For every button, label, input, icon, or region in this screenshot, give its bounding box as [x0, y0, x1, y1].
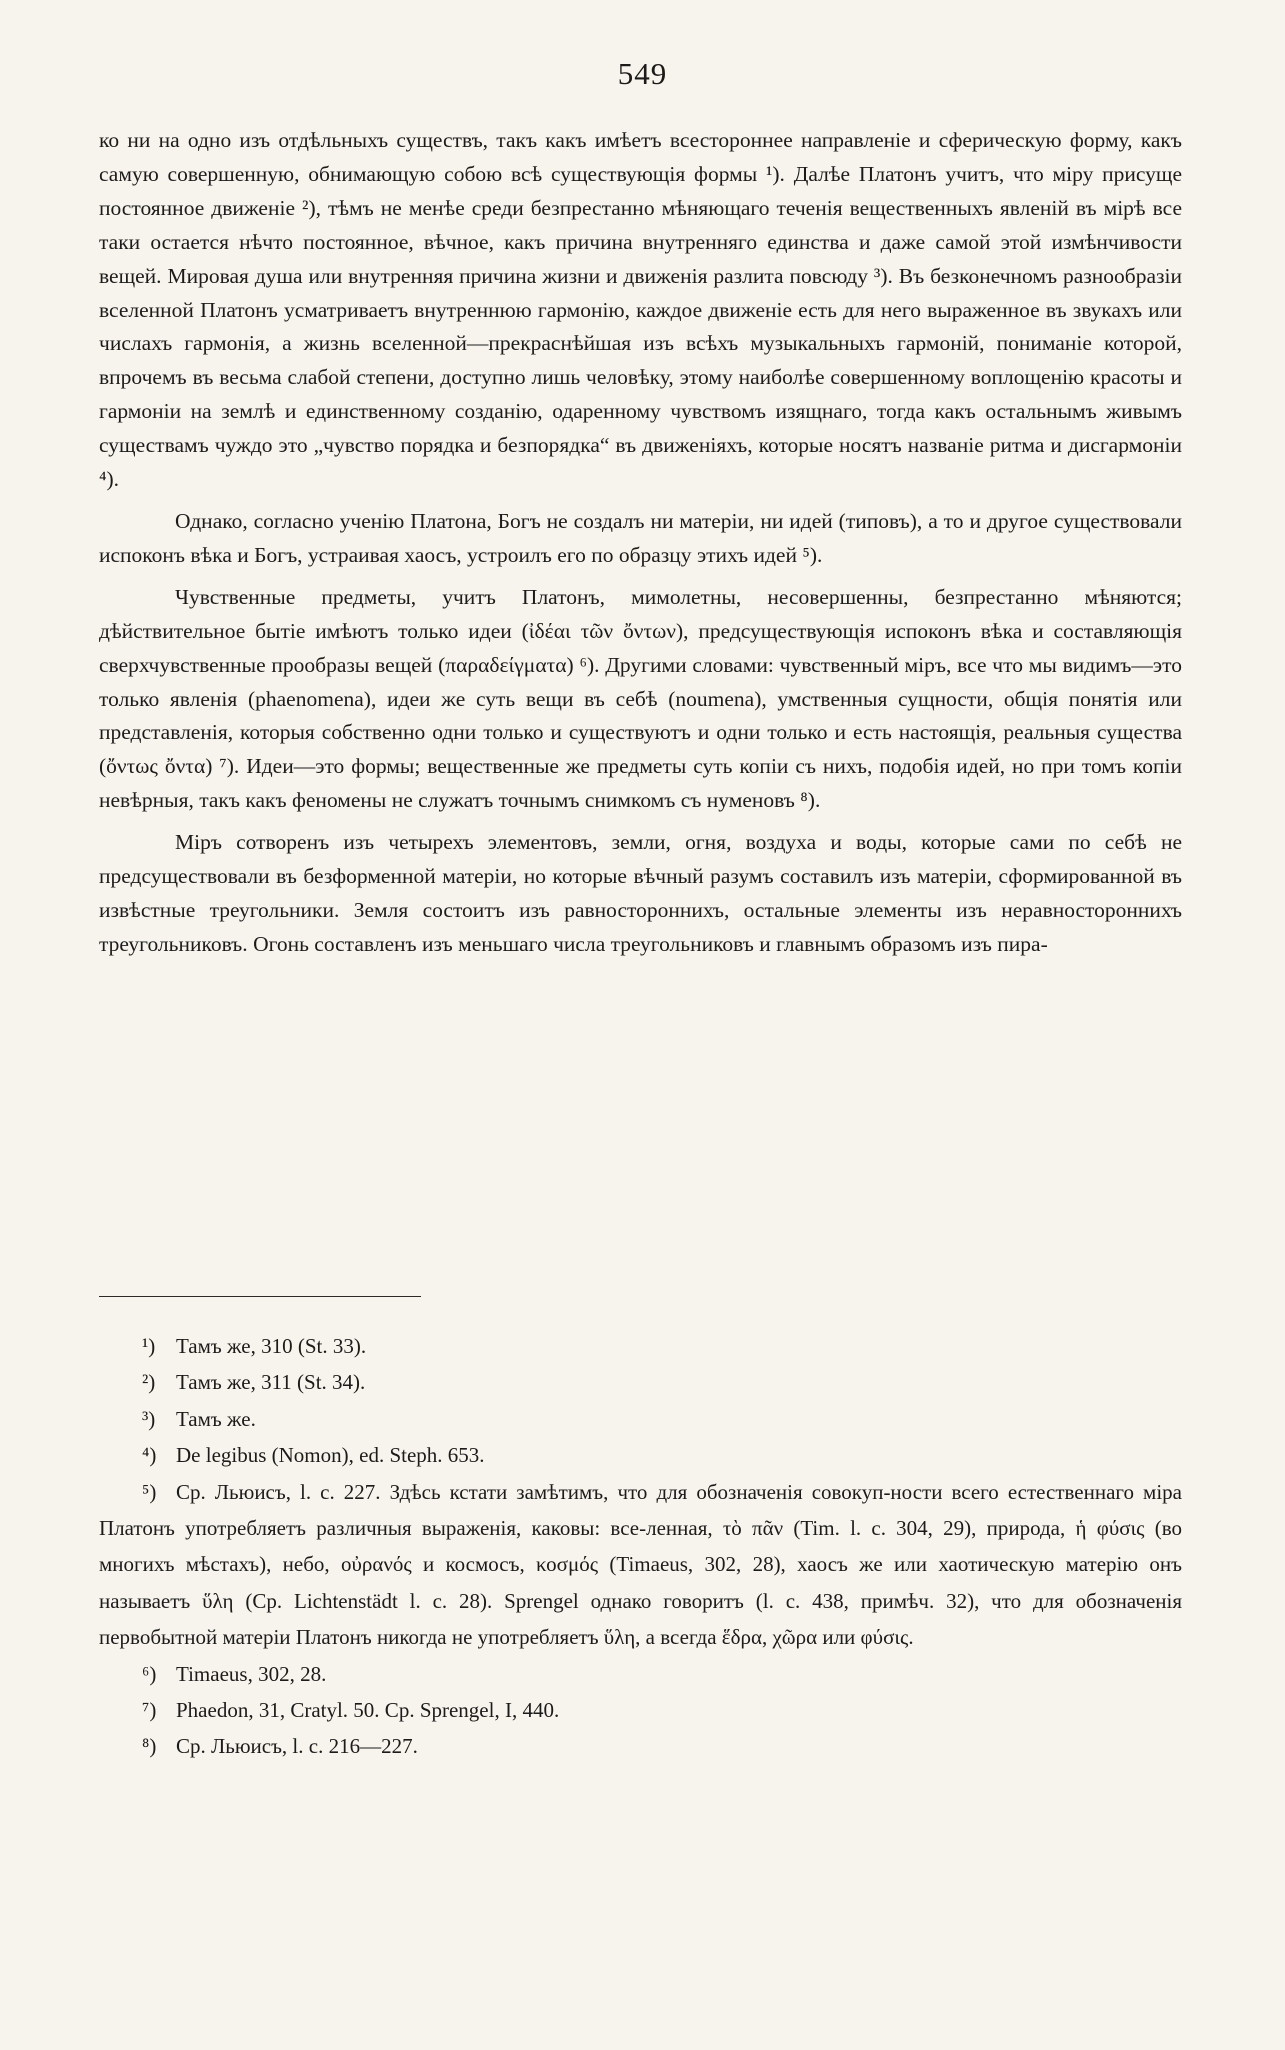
- footnote-text: Тамъ же, 311 (St. 34).: [176, 1370, 366, 1395]
- text-line: впрочемъ въ весьма слабой степени, доступно лишь человѣку, этому наиболѣе совершен: [99, 365, 919, 390]
- paragraph-3: [99, 581, 1182, 818]
- text-line: Однако, согласно ученію Платона, Богъ не создалъ ни матеріи, ни идей (типовъ), а: [175, 508, 944, 533]
- paragraph-2: [99, 505, 1182, 573]
- text-line: нятія или представленія, которыя собственно одни только и существуютъ и одни только: [99, 686, 1182, 745]
- text-line: сферическую форму, какъ самую совершенную, обнимающую собою всѣ существующія: [99, 128, 1182, 186]
- footnote-text: Тамъ же.: [176, 1406, 256, 1431]
- text-line: же предметы суть копіи съ нихъ, подобія идей, но при томъ копіи невѣрныя, такъ: [99, 754, 1182, 813]
- footnote-3: [99, 1401, 1182, 1437]
- footnote-2: [99, 1364, 1182, 1400]
- paragraph-1: [99, 124, 1182, 497]
- paragraph-4: [99, 826, 1182, 962]
- text-line: идеи же суть вещи въ себѣ (noumena), умственныя сущности, общія по: [387, 686, 1091, 711]
- footnote-mark: ⁴): [142, 1443, 157, 1468]
- footnote-divider: [99, 1296, 421, 1297]
- text-line: Огонь составленъ изъ меньшаго числа треугольниковъ и главнымъ образомъ изъ пира-: [253, 931, 1048, 956]
- footnote-8: [99, 1728, 1182, 1764]
- footnote-5: [99, 1474, 1182, 1656]
- text-line: испоконъ вѣка и составляющія сверхчувственные прообразы вещей (παραδείγματα) ⁶). Дру: [99, 618, 1182, 677]
- text-line: ко ни на одно изъ отдѣльныхъ существъ, такъ какъ имѣетъ всестороннее направленіе и: [99, 128, 939, 152]
- text-line: какъ феномены не служатъ точнымъ снимкомъ съ нуменовъ ⁸).: [245, 788, 821, 813]
- footnote-7: [99, 1692, 1182, 1728]
- text-line: остается нѣчто постоянное, вѣчное, какъ причина внутренняго единства и даже самой этой: [150, 229, 1052, 254]
- footnote-mark: ⁵): [142, 1479, 157, 1504]
- text-line: ному воплощенію красоты и гармоніи на землѣ и единственному созданію, одаренному чув: [99, 365, 1182, 424]
- footnote-4: [99, 1437, 1182, 1473]
- footnote-6: [99, 1656, 1182, 1692]
- footnote-mark: ⁶): [142, 1661, 157, 1686]
- footnote-mark: ²): [142, 1370, 156, 1395]
- text-line: Чувственные предметы, учитъ Платонъ, мимолетны, несовершенны, безпрестанно мѣ: [175, 584, 1110, 609]
- text-line: формы ¹). Далѣе Платонъ учитъ, что міру присуще постоянное движеніе ²), тѣмъ не: [99, 161, 1182, 220]
- text-line: разумъ составилъ изъ матеріи, сформированной въ извѣстные треугольники. Земля: [99, 864, 1182, 922]
- footnote-text: Phaedon, 31, Cratyl. 50. Ср. Sprengel, I, 440.: [176, 1698, 560, 1723]
- page-number: 549: [617, 56, 668, 91]
- footnote-text: Ср. Льюисъ, l. c. 227. Здѣсь кстати замѣтимъ, что для обозначенія совокуп-ности всего естественнаго міра Платонъ употребляетъ различныя выраженія, каковы: все-ленная, τὸ πᾶν (Tim. l. c. 304, 29), природа, ἡ φύσις (во многихъ мѣстахъ), небо, οὐρανός и космосъ, κοσμός (Timaeus, 302, 28), хаосъ же или хаотическую матерію онъ называетъ ὕλη (Ср. Lichtenstädt l. c. 28). Sprengel однако говоритъ (l. c. 438, примѣч. 32), что для обозначенія первобытной матеріи Платонъ никогда не употребляетъ ὕλη, а всегда ἕδρα, χῶρα или φύσις.: [99, 1479, 1182, 1650]
- footnote-1: [99, 1328, 1182, 1364]
- text-line: ствомъ изящнаго, тогда какъ остальнымъ живымъ существамъ чуждо это „чувство порядка и: [99, 399, 1182, 458]
- footnote-text: De legibus (Nomon), ed. Steph. 653.: [176, 1443, 485, 1468]
- footnote-mark: ³): [142, 1406, 156, 1431]
- footnote-mark: ⁸): [142, 1734, 157, 1759]
- footnote-text: Timaeus, 302, 28.: [176, 1661, 327, 1686]
- text-line: менѣе среди безпрестанно мѣняющаго теченія вещественныхъ явленій въ мірѣ все таки: [99, 195, 1182, 254]
- text-line: гармонію, каждое движеніе есть для него выраженное въ звукахъ или числахъ гармонія, а: [99, 297, 1182, 356]
- text-line: жизнь вселенной—прекраснѣйшая изъ всѣхъ музыкальныхъ гармоній, пониманіе которой,: [303, 331, 1183, 356]
- main-text: [99, 124, 1182, 962]
- footnote-text: Ср. Льюисъ, l. c. 216—227.: [176, 1734, 418, 1759]
- text-line: и есть настоящія, реальныя существа (ὄντως ὄντα) ⁷). Идеи—это формы; вещественные: [99, 720, 1182, 779]
- text-line: гими словами: чувственный міръ, все что мы видимъ—это только явленія (phaenomena),: [99, 652, 1182, 711]
- footnotes: [99, 1328, 1182, 1765]
- text-line: няются; дѣйствительное бытіе имѣютъ только идеи (ἰδέαι τῶν ὄντων), предсуществующія: [99, 584, 1182, 643]
- text-line: этихъ идей ⁵).: [696, 542, 823, 567]
- text-line: повсюду ³). Въ безконечномъ разнообразіи вселенной Платонъ усматриваетъ внутреннюю: [99, 263, 1182, 322]
- text-line: торые сами по себѣ не предсуществовали въ безформенной матеріи, но которые вѣчный: [99, 830, 1183, 889]
- text-line: то и другое существовали испоконъ вѣка и Богъ, устраивая хаосъ, устроилъ его по образцу: [99, 508, 1182, 567]
- text-line: Міръ сотворенъ изъ четырехъ элементовъ, земли, огня, воздуха и воды, ко: [175, 830, 941, 855]
- text-line: состоитъ изъ равностороннихъ, остальные элементы изъ неравностороннихъ треугольниковъ.: [99, 897, 1182, 956]
- footnote-mark: ⁷): [142, 1698, 157, 1723]
- footnote-text: Тамъ же, 310 (St. 33).: [176, 1334, 367, 1358]
- text-line: измѣнчивости вещей. Мировая душа или внутренняя причина жизни и движенія разлита: [99, 229, 1182, 288]
- footnote-mark: ¹): [142, 1334, 156, 1358]
- text-line: безпорядка“ въ движеніяхъ, которые носятъ названіе ритма и дисгармоніи ⁴).: [99, 433, 1182, 492]
